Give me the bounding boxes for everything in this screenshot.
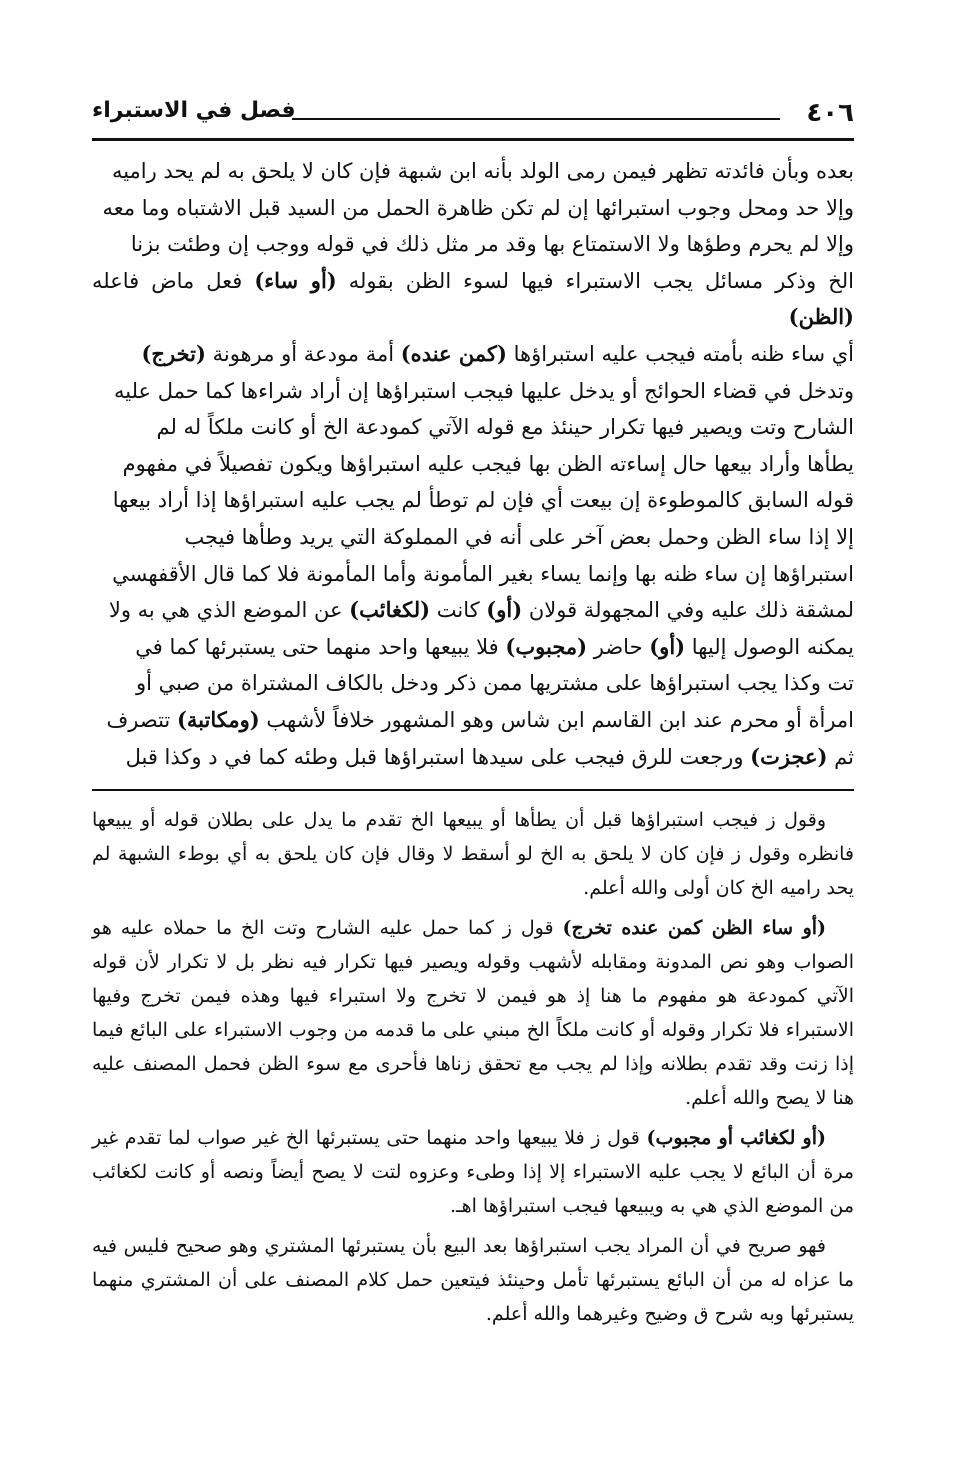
main-text-line: وإلا لم يحرم وطؤها ولا الاستمتاع بها وقد مر مثل ذلك في قوله ووجب إن وطئت بزنا (130, 232, 854, 257)
footnote-keyword: (أو ساء الظن كمن عنده تخرج) (562, 917, 827, 940)
keyword: (كمن عنده) (400, 340, 507, 366)
main-text-line: أي ساء ظنه بأمته فيجب عليه استبراؤها (كمن عنده) أمة مودعة أو مرهونة (تخرج) (141, 340, 854, 366)
main-text-line: ثم (عجزت) ورجعت للرق فيجب على سيدها استبراؤها قبل وطئه كما في د وكذا قبل (125, 743, 854, 769)
footnote: وقول ز فيجب استبراؤها قبل أن يطأها أو يبيعها الخ تقدم ما يدل على بطلان قوله أو يبيعها فانظره وقول ز فإن كان لا يلحق به الخ لو أسقط لا وقال فإن كان يلحق به أي بوطء الشبهة لم يحد راميه الخ كان أولى والله أعلم. (92, 809, 854, 900)
footnote: (أو لكغائب أو مجبوب) قول ز فلا يبيعها واحد منهما حتى يستبرئها الخ غير صواب لما تقدم غير مرة أن البائع لا يجب عليه الاستبراء إلا إذا وطىء وعزوه لتت لا يصح أيضاً ونصه أو كانت لكغائب من الموضع الذي هي به ويبيعها فيجب استبراؤها اهـ. (92, 1127, 854, 1218)
keyword: (الظن) (788, 304, 854, 330)
footnote: (أو ساء الظن كمن عنده تخرج) قول ز كما حمل عليه الشارح وتت الخ ما حملاه عليه هو الصواب وهو نص المدونة ومقابله لأشهب وقوله ويصير فيها تكرار فيه نظر بل لا تكرار لأن قوله الآتي كمودعة هو مفهوم ما هنا إذ هو فيمن لا تخرج ولا استبراء فيها وهذه فيمن تخرج وفيها الاستبراء فلا تكرار وقوله أو كانت ملكاً الخ مبني على ما قدمه من وجوب الاستبراء على البائع فيما إذا زنت وقد تقدم بطلانه وإذا لم يجب مع تحقق زناها فأحرى مع سوء الظن فحمل المصنف عليه هنا لا يصح والله أعلم. (92, 917, 854, 1110)
main-text-line: وإلا حد ومحل وجوب استبرائها إن لم تكن ظاهرة الحمل من السيد قبل الاشتباه وما معه (102, 195, 854, 220)
main-text-line: لمشقة ذلك عليه وفي المجهولة قولان (أو) كانت (لكغائب) عن الموضع الذي هي به ولا (108, 597, 854, 623)
main-text-line: إلا إذا ساء الظن وحمل بعض آخر على أنه في المملوكة التي يريد وطأها فيجب (184, 524, 854, 549)
page-number: ٤٠٦ (806, 98, 854, 128)
running-header (92, 94, 854, 141)
keyword: (عجزت) (750, 743, 828, 769)
keyword: (مجبوب) (505, 633, 588, 659)
keyword: (ومكاتبة) (176, 706, 260, 732)
main-text-line: تت وكذا يجب استبراؤها على مشتريها ممن ذكر ودخل بالكاف المشتراة من صبي أو (135, 671, 854, 696)
main-text-line: الخ وذكر مسائل يجب الاستبراء فيها لسوء الظن بقوله (أو ساء) فعل ماض فاعله (الظن) (92, 267, 854, 330)
footnotes (92, 803, 854, 1331)
header-rule (292, 118, 780, 120)
book-page (92, 94, 854, 1434)
main-text-line: وتدخل في قضاء الحوائج أو يدخل عليها فيجب استبراؤها إن أراد شراءها كما حمل عليه (113, 378, 854, 403)
footnote-separator (92, 789, 854, 791)
keyword: (أو) (486, 597, 523, 623)
chapter-title: فصل في الاستبراء (92, 98, 296, 123)
main-text-line: الشارح وتت ويصير فيها تكرار حينئذ مع قوله الآتي كمودعة الخ أو كانت ملكاً له لم (156, 415, 854, 440)
main-text (92, 153, 854, 775)
main-text-line: يطأها وأراد بيعها حال إساءته الظن بها فيجب عليه استبراؤها ويكون تفصيلاً في مفهوم (122, 451, 854, 476)
main-text-line: يمكنه الوصول إليها (أو) حاضر (مجبوب) فلا يبيعها واحد منهما حتى يستبرئها كما في (135, 633, 854, 659)
keyword: (أو) (649, 633, 686, 659)
main-text-line: امرأة أو محرم عند ابن القاسم ابن شاس وهو المشهور خلافاً لأشهب (ومكاتبة) تتصرف (106, 706, 854, 732)
keyword: (تخرج) (141, 340, 206, 366)
keyword: (أو ساء) (254, 267, 337, 293)
keyword: (لكغائب) (349, 597, 431, 623)
footnote: فهو صريح في أن المراد يجب استبراؤها بعد البيع بأن يستبرئها المشتري وهو صحيح فليس فيه ما عزاه له من أن البائع يستبرئها تأمل وحينئذ فيتعين حمل كلام المصنف على أن المشتري منهما يستبرئها وبه شرح ق وضيح وغيرهما والله أعلم. (92, 1235, 854, 1326)
footnote-keyword: (أو لكغائب أو مجبوب) (646, 1127, 827, 1150)
main-text-line: استبراؤها إن ساء ظنه بها وإنما يساء بغير المأمونة وأما المأمونة فلا كما قال الأقفهسي (112, 561, 854, 586)
main-text-line: بعده وبأن فائدته تظهر فيمن رمى الولد بأنه ابن شبهة فإن كان لا يلحق به لم يحد راميه (111, 159, 854, 183)
main-text-line: قوله السابق كالموطوءة إن بيعت أي فإن لم توطأ لم يجب عليه استبراؤها إذا أراد بيعها (112, 488, 854, 513)
